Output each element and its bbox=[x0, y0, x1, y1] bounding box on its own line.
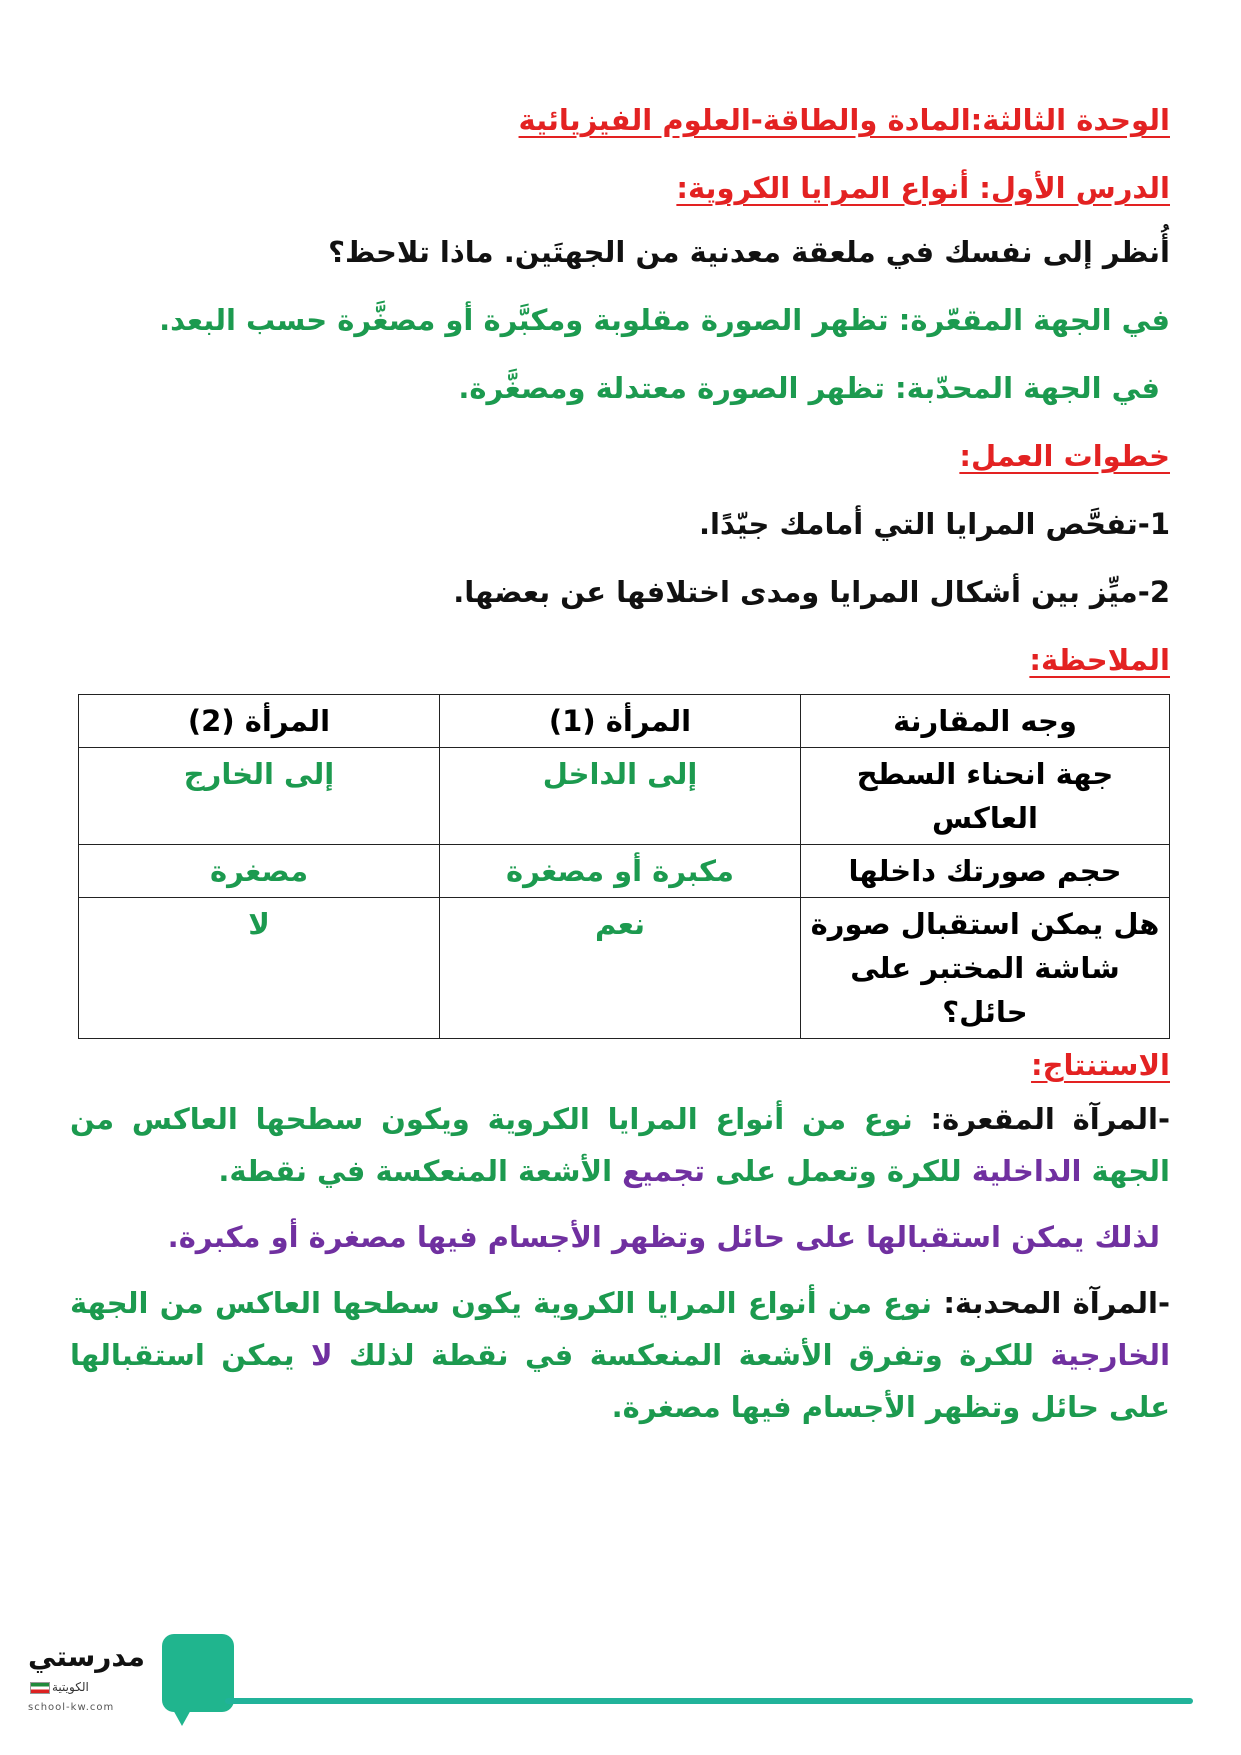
row-mirror-2-value: مصغرة bbox=[79, 845, 440, 898]
table-header-row bbox=[79, 695, 1170, 748]
convex-text-5: يمكن استقبالها على حائل وتظهر الأجسام فيها مصغرة. bbox=[70, 1338, 1170, 1424]
worksheet bbox=[70, 100, 1170, 1433]
observation-concave: في الجهة المقعّرة: تظهر الصورة مقلوبة ومكبَّرة أو مصغَّرة حسب البعد. bbox=[159, 303, 1170, 337]
conclusion-title: الاستنتاج: bbox=[1031, 1048, 1170, 1082]
footer-divider bbox=[225, 1698, 1193, 1704]
concave-text-1: نوع من أنواع المرايا الكروية ويكون سطحها العاكس من الجهة bbox=[70, 1102, 1170, 1188]
row-aspect: جهة انحناء السطح العاكس bbox=[801, 748, 1170, 845]
convex-label: -المرآة المحدبة: bbox=[943, 1286, 1170, 1320]
concave-mirror-note: لذلك يمكن استقبالها على حائل وتظهر الأجسام فيها مصغرة أو مكبرة. bbox=[167, 1220, 1160, 1254]
row-mirror-1-value: إلى الداخل bbox=[440, 748, 801, 845]
kuwait-flag-icon bbox=[30, 1682, 50, 1694]
convex-mirror-definition bbox=[70, 1277, 1170, 1433]
convex-text-2: الخارجية bbox=[1050, 1338, 1171, 1372]
step-2: 2-ميِّز بين أشكال المرايا ومدى اختلافها عن بعضها. bbox=[453, 575, 1170, 609]
row-aspect: حجم صورتك داخلها bbox=[801, 845, 1170, 898]
observation-convex: في الجهة المحدّبة: تظهر الصورة معتدلة ومصغَّرة. bbox=[458, 371, 1160, 405]
logo-name: مدرستي bbox=[28, 1640, 145, 1673]
row-mirror-2-value: إلى الخارج bbox=[79, 748, 440, 845]
convex-text-1: نوع من أنواع المرايا الكروية يكون سطحها العاكس من الجهة bbox=[70, 1286, 944, 1320]
header-aspect: وجه المقارنة bbox=[801, 695, 1170, 748]
concave-mirror-definition bbox=[70, 1093, 1170, 1197]
header-mirror-2: المرأة (2) bbox=[79, 695, 440, 748]
row-aspect: هل يمكن استقبال صورة شاشة المختبر على حائل؟ bbox=[801, 898, 1170, 1039]
concave-text-4: تجميع bbox=[622, 1154, 705, 1188]
concave-text-2: الداخلية bbox=[971, 1154, 1082, 1188]
concave-label: -المرآة المقعرة: bbox=[930, 1102, 1170, 1136]
observation-title: الملاحظة: bbox=[1029, 643, 1170, 677]
concave-text-5: الأشعة المنعكسة في نقطة. bbox=[218, 1154, 623, 1188]
logo-mark-icon bbox=[162, 1634, 234, 1712]
row-mirror-1-value: نعم bbox=[440, 898, 801, 1039]
row-mirror-1-value: مكبرة أو مصغرة bbox=[440, 845, 801, 898]
unit-title: الوحدة الثالثة:المادة والطاقة-العلوم الفيزيائية bbox=[518, 103, 1170, 137]
convex-text-4: لا bbox=[310, 1338, 333, 1372]
question: أُنظر إلى نفسك في ملعقة معدنية من الجهتَين. ماذا تلاحظ؟ bbox=[328, 235, 1170, 269]
table-row bbox=[79, 898, 1170, 1039]
step-1: 1-تفحَّص المرايا التي أمامك جيّدًا. bbox=[698, 507, 1170, 541]
convex-text-3: للكرة وتفرق الأشعة المنعكسة في نقطة لذلك bbox=[332, 1338, 1051, 1372]
table-row bbox=[79, 845, 1170, 898]
table-row bbox=[79, 748, 1170, 845]
logo-tail-icon bbox=[172, 1708, 192, 1726]
logo-subtitle: الكويتية bbox=[52, 1680, 89, 1694]
row-mirror-2-value: لا bbox=[79, 898, 440, 1039]
logo-url: school-kw.com bbox=[28, 1702, 115, 1713]
header-mirror-1: المرأة (1) bbox=[440, 695, 801, 748]
comparison-table bbox=[78, 694, 1170, 1039]
concave-text-3: للكرة وتعمل على bbox=[705, 1154, 972, 1188]
lesson-title: الدرس الأول: أنواع المرايا الكروية: bbox=[676, 171, 1170, 205]
steps-title: خطوات العمل: bbox=[959, 439, 1170, 473]
school-logo bbox=[22, 1632, 212, 1732]
